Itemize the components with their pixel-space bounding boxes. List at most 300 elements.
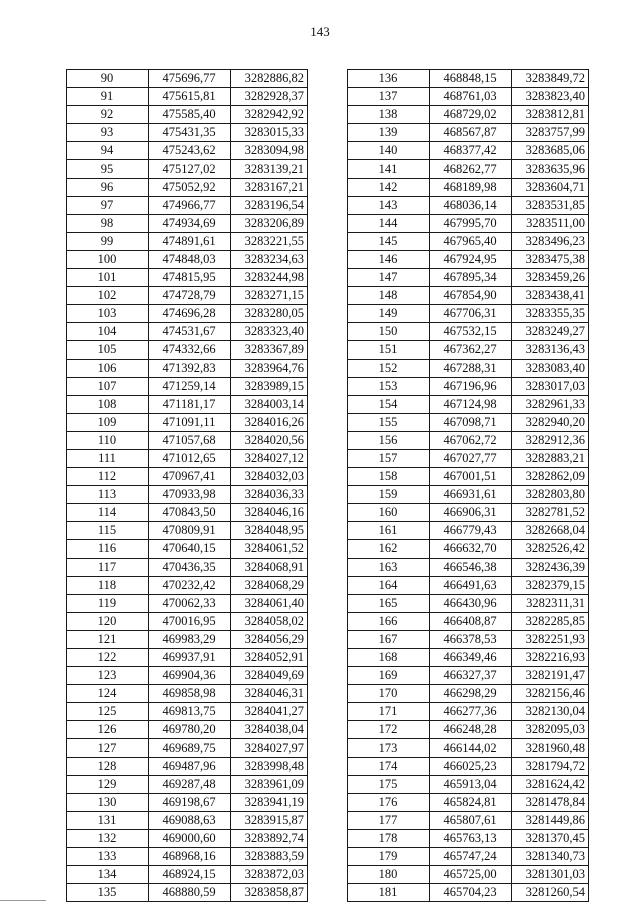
table-row	[67, 142, 308, 160]
table-row	[67, 486, 308, 504]
y-coordinate-cell: 3282191,47	[512, 667, 589, 685]
y-coordinate-cell: 3282526,42	[512, 540, 589, 558]
y-coordinate-cell: 3283964,76	[231, 359, 308, 377]
y-coordinate-cell: 3283989,15	[231, 377, 308, 395]
table-row	[348, 178, 589, 196]
y-coordinate-cell: 3283196,54	[231, 196, 308, 214]
y-coordinate-cell: 3282862,09	[512, 468, 589, 486]
y-coordinate-cell: 3283167,21	[231, 178, 308, 196]
point-number-cell: 154	[348, 395, 430, 413]
x-coordinate-cell: 469858,98	[149, 685, 231, 703]
y-coordinate-cell: 3284020,56	[231, 431, 308, 449]
x-coordinate-cell: 471181,17	[149, 395, 231, 413]
table-row	[348, 196, 589, 214]
point-number-cell: 133	[67, 848, 149, 866]
table-row	[348, 504, 589, 522]
table-row	[67, 359, 308, 377]
y-coordinate-cell: 3284061,40	[231, 594, 308, 612]
y-coordinate-cell: 3283139,21	[231, 160, 308, 178]
point-number-cell: 104	[67, 323, 149, 341]
point-number-cell: 169	[348, 667, 430, 685]
point-number-cell: 108	[67, 395, 149, 413]
table-row	[67, 649, 308, 667]
point-number-cell: 113	[67, 486, 149, 504]
x-coordinate-cell: 466906,31	[430, 504, 512, 522]
y-coordinate-cell: 3283604,71	[512, 178, 589, 196]
table-row	[348, 558, 589, 576]
y-coordinate-cell: 3282436,39	[512, 558, 589, 576]
y-coordinate-cell: 3282156,46	[512, 685, 589, 703]
y-coordinate-cell: 3283438,41	[512, 287, 589, 305]
x-coordinate-cell: 469000,60	[149, 829, 231, 847]
table-row	[348, 540, 589, 558]
x-coordinate-cell: 469689,75	[149, 739, 231, 757]
y-coordinate-cell: 3283206,89	[231, 214, 308, 232]
table-row	[67, 739, 308, 757]
point-number-cell: 172	[348, 721, 430, 739]
point-number-cell: 171	[348, 703, 430, 721]
table-row	[348, 468, 589, 486]
point-number-cell: 179	[348, 848, 430, 866]
x-coordinate-cell: 465704,23	[430, 884, 512, 902]
y-coordinate-cell: 3284032,03	[231, 468, 308, 486]
table-row	[67, 540, 308, 558]
y-coordinate-cell: 3283459,26	[512, 269, 589, 287]
point-number-cell: 180	[348, 866, 430, 884]
table-row	[348, 377, 589, 395]
x-coordinate-cell: 466632,70	[430, 540, 512, 558]
y-coordinate-cell: 3283915,87	[231, 811, 308, 829]
table-row	[348, 359, 589, 377]
table-row	[67, 341, 308, 359]
table-row	[348, 269, 589, 287]
coordinates-table-right	[347, 69, 589, 902]
x-coordinate-cell: 468968,16	[149, 848, 231, 866]
y-coordinate-cell: 3283017,03	[512, 377, 589, 395]
y-coordinate-cell: 3283823,40	[512, 88, 589, 106]
x-coordinate-cell: 466378,53	[430, 630, 512, 648]
point-number-cell: 160	[348, 504, 430, 522]
x-coordinate-cell: 469937,91	[149, 649, 231, 667]
point-number-cell: 91	[67, 88, 149, 106]
y-coordinate-cell: 3283941,19	[231, 793, 308, 811]
point-number-cell: 134	[67, 866, 149, 884]
x-coordinate-cell: 468262,77	[430, 160, 512, 178]
point-number-cell: 157	[348, 449, 430, 467]
table-row	[348, 884, 589, 902]
x-coordinate-cell: 474531,67	[149, 323, 231, 341]
x-coordinate-cell: 468880,59	[149, 884, 231, 902]
table-row	[67, 431, 308, 449]
table-row	[348, 793, 589, 811]
x-coordinate-cell: 467965,40	[430, 232, 512, 250]
table-row	[348, 811, 589, 829]
y-coordinate-cell: 3283136,43	[512, 341, 589, 359]
x-coordinate-cell: 469780,20	[149, 721, 231, 739]
table-row	[348, 88, 589, 106]
x-coordinate-cell: 475243,62	[149, 142, 231, 160]
x-coordinate-cell: 466430,96	[430, 594, 512, 612]
table-row	[67, 594, 308, 612]
y-coordinate-cell: 3282095,03	[512, 721, 589, 739]
x-coordinate-cell: 470809,91	[149, 522, 231, 540]
point-number-cell: 137	[348, 88, 430, 106]
x-coordinate-cell: 467288,31	[430, 359, 512, 377]
point-number-cell: 120	[67, 612, 149, 630]
table-row	[67, 721, 308, 739]
table-row	[348, 106, 589, 124]
point-number-cell: 159	[348, 486, 430, 504]
y-coordinate-cell: 3283812,81	[512, 106, 589, 124]
y-coordinate-cell: 3281370,45	[512, 829, 589, 847]
y-coordinate-cell: 3282912,36	[512, 431, 589, 449]
point-number-cell: 101	[67, 269, 149, 287]
x-coordinate-cell: 466931,61	[430, 486, 512, 504]
table-row	[348, 486, 589, 504]
x-coordinate-cell: 467124,98	[430, 395, 512, 413]
point-number-cell: 161	[348, 522, 430, 540]
table-row	[348, 703, 589, 721]
point-number-cell: 175	[348, 775, 430, 793]
table-row	[348, 612, 589, 630]
table-row	[67, 757, 308, 775]
y-coordinate-cell: 3281478,84	[512, 793, 589, 811]
y-coordinate-cell: 3283323,40	[231, 323, 308, 341]
table-row	[348, 576, 589, 594]
x-coordinate-cell: 466491,63	[430, 576, 512, 594]
x-coordinate-cell: 474848,03	[149, 250, 231, 268]
y-coordinate-cell: 3281960,48	[512, 739, 589, 757]
table-row	[348, 649, 589, 667]
x-coordinate-cell: 474891,61	[149, 232, 231, 250]
table-row	[67, 160, 308, 178]
x-coordinate-cell: 470843,50	[149, 504, 231, 522]
y-coordinate-cell: 3282928,37	[231, 88, 308, 106]
y-coordinate-cell: 3281340,73	[512, 848, 589, 866]
point-number-cell: 115	[67, 522, 149, 540]
y-coordinate-cell: 3284048,95	[231, 522, 308, 540]
y-coordinate-cell: 3282803,80	[512, 486, 589, 504]
point-number-cell: 170	[348, 685, 430, 703]
table-row	[348, 413, 589, 431]
x-coordinate-cell: 470967,41	[149, 468, 231, 486]
point-number-cell: 167	[348, 630, 430, 648]
table-row	[67, 250, 308, 268]
table-row	[67, 232, 308, 250]
y-coordinate-cell: 3283475,38	[512, 250, 589, 268]
x-coordinate-cell: 466025,23	[430, 757, 512, 775]
x-coordinate-cell: 466546,38	[430, 558, 512, 576]
table-row	[67, 793, 308, 811]
point-number-cell: 151	[348, 341, 430, 359]
point-number-cell: 118	[67, 576, 149, 594]
point-number-cell: 139	[348, 124, 430, 142]
point-number-cell: 90	[67, 70, 149, 88]
y-coordinate-cell: 3284038,04	[231, 721, 308, 739]
point-number-cell: 98	[67, 214, 149, 232]
table-row	[67, 630, 308, 648]
x-coordinate-cell: 467895,34	[430, 269, 512, 287]
page-number: 143	[310, 24, 330, 39]
point-number-cell: 103	[67, 305, 149, 323]
point-number-cell: 164	[348, 576, 430, 594]
y-coordinate-cell: 3284061,52	[231, 540, 308, 558]
y-coordinate-cell: 3283892,74	[231, 829, 308, 847]
table-row	[67, 124, 308, 142]
y-coordinate-cell: 3284046,16	[231, 504, 308, 522]
point-number-cell: 94	[67, 142, 149, 160]
point-number-cell: 105	[67, 341, 149, 359]
point-number-cell: 155	[348, 413, 430, 431]
point-number-cell: 128	[67, 757, 149, 775]
point-number-cell: 165	[348, 594, 430, 612]
x-coordinate-cell: 474332,66	[149, 341, 231, 359]
point-number-cell: 95	[67, 160, 149, 178]
y-coordinate-cell: 3282379,15	[512, 576, 589, 594]
table-row	[348, 449, 589, 467]
x-coordinate-cell: 466277,36	[430, 703, 512, 721]
x-coordinate-cell: 467027,77	[430, 449, 512, 467]
y-coordinate-cell: 3283883,59	[231, 848, 308, 866]
y-coordinate-cell: 3282311,31	[512, 594, 589, 612]
point-number-cell: 93	[67, 124, 149, 142]
x-coordinate-cell: 471057,68	[149, 431, 231, 449]
y-coordinate-cell: 3283234,63	[231, 250, 308, 268]
point-number-cell: 143	[348, 196, 430, 214]
x-coordinate-cell: 474966,77	[149, 196, 231, 214]
y-coordinate-cell: 3282961,33	[512, 395, 589, 413]
y-coordinate-cell: 3282883,21	[512, 449, 589, 467]
point-number-cell: 150	[348, 323, 430, 341]
y-coordinate-cell: 3284027,97	[231, 739, 308, 757]
point-number-cell: 114	[67, 504, 149, 522]
table-row	[67, 667, 308, 685]
y-coordinate-cell: 3283355,35	[512, 305, 589, 323]
point-number-cell: 96	[67, 178, 149, 196]
x-coordinate-cell: 466144,02	[430, 739, 512, 757]
point-number-cell: 130	[67, 793, 149, 811]
table-row	[67, 70, 308, 88]
point-number-cell: 174	[348, 757, 430, 775]
table-row	[67, 504, 308, 522]
x-coordinate-cell: 470016,95	[149, 612, 231, 630]
y-coordinate-cell: 3284068,29	[231, 576, 308, 594]
x-coordinate-cell: 468189,98	[430, 178, 512, 196]
point-number-cell: 153	[348, 377, 430, 395]
y-coordinate-cell: 3282668,04	[512, 522, 589, 540]
table-row	[348, 70, 589, 88]
point-number-cell: 146	[348, 250, 430, 268]
x-coordinate-cell: 470232,42	[149, 576, 231, 594]
table-row	[67, 449, 308, 467]
x-coordinate-cell: 468567,87	[430, 124, 512, 142]
point-number-cell: 127	[67, 739, 149, 757]
point-number-cell: 111	[67, 449, 149, 467]
table-row	[67, 196, 308, 214]
y-coordinate-cell: 3283280,05	[231, 305, 308, 323]
x-coordinate-cell: 465763,13	[430, 829, 512, 847]
y-coordinate-cell: 3283249,27	[512, 323, 589, 341]
table-row	[348, 124, 589, 142]
y-coordinate-cell: 3282886,82	[231, 70, 308, 88]
y-coordinate-cell: 3283872,03	[231, 866, 308, 884]
x-coordinate-cell: 471392,83	[149, 359, 231, 377]
y-coordinate-cell: 3283015,33	[231, 124, 308, 142]
y-coordinate-cell: 3284049,69	[231, 667, 308, 685]
y-coordinate-cell: 3283083,40	[512, 359, 589, 377]
x-coordinate-cell: 475585,40	[149, 106, 231, 124]
y-coordinate-cell: 3284052,91	[231, 649, 308, 667]
x-coordinate-cell: 469088,63	[149, 811, 231, 829]
point-number-cell: 166	[348, 612, 430, 630]
point-number-cell: 110	[67, 431, 149, 449]
table-row	[67, 884, 308, 902]
x-coordinate-cell: 474696,28	[149, 305, 231, 323]
y-coordinate-cell: 3282130,04	[512, 703, 589, 721]
x-coordinate-cell: 468036,14	[430, 196, 512, 214]
table-row	[67, 685, 308, 703]
point-number-cell: 124	[67, 685, 149, 703]
table-row	[67, 775, 308, 793]
y-coordinate-cell: 3284058,02	[231, 612, 308, 630]
point-number-cell: 178	[348, 829, 430, 847]
table-row	[348, 431, 589, 449]
x-coordinate-cell: 467924,95	[430, 250, 512, 268]
y-coordinate-cell: 3282942,92	[231, 106, 308, 124]
table-row	[67, 468, 308, 486]
y-coordinate-cell: 3283496,23	[512, 232, 589, 250]
x-coordinate-cell: 475052,92	[149, 178, 231, 196]
table-row	[67, 866, 308, 884]
x-coordinate-cell: 468924,15	[149, 866, 231, 884]
x-coordinate-cell: 469287,48	[149, 775, 231, 793]
point-number-cell: 135	[67, 884, 149, 902]
table-row	[67, 377, 308, 395]
y-coordinate-cell: 3284003,14	[231, 395, 308, 413]
y-coordinate-cell: 3283221,55	[231, 232, 308, 250]
x-coordinate-cell: 469983,29	[149, 630, 231, 648]
x-coordinate-cell: 468377,42	[430, 142, 512, 160]
table-row	[348, 232, 589, 250]
x-coordinate-cell: 465747,24	[430, 848, 512, 866]
point-number-cell: 144	[348, 214, 430, 232]
y-coordinate-cell: 3283635,96	[512, 160, 589, 178]
table-row	[67, 558, 308, 576]
y-coordinate-cell: 3283757,99	[512, 124, 589, 142]
y-coordinate-cell: 3283998,48	[231, 757, 308, 775]
x-coordinate-cell: 466349,46	[430, 649, 512, 667]
point-number-cell: 119	[67, 594, 149, 612]
table-row	[348, 305, 589, 323]
table-row	[67, 413, 308, 431]
point-number-cell: 100	[67, 250, 149, 268]
point-number-cell: 92	[67, 106, 149, 124]
x-coordinate-cell: 467362,27	[430, 341, 512, 359]
table-row	[348, 160, 589, 178]
x-coordinate-cell: 465913,04	[430, 775, 512, 793]
x-coordinate-cell: 475615,81	[149, 88, 231, 106]
x-coordinate-cell: 465725,00	[430, 866, 512, 884]
point-number-cell: 145	[348, 232, 430, 250]
x-coordinate-cell: 467995,70	[430, 214, 512, 232]
table-row	[348, 395, 589, 413]
point-number-cell: 97	[67, 196, 149, 214]
point-number-cell: 162	[348, 540, 430, 558]
point-number-cell: 140	[348, 142, 430, 160]
point-number-cell: 168	[348, 649, 430, 667]
table-row	[348, 323, 589, 341]
y-coordinate-cell: 3281449,86	[512, 811, 589, 829]
y-coordinate-cell: 3282781,52	[512, 504, 589, 522]
x-coordinate-cell: 465807,61	[430, 811, 512, 829]
x-coordinate-cell: 469904,36	[149, 667, 231, 685]
table-row	[348, 287, 589, 305]
table-row	[348, 594, 589, 612]
x-coordinate-cell: 466248,28	[430, 721, 512, 739]
point-number-cell: 132	[67, 829, 149, 847]
point-number-cell: 99	[67, 232, 149, 250]
table-row	[348, 757, 589, 775]
x-coordinate-cell: 467706,31	[430, 305, 512, 323]
y-coordinate-cell: 3283849,72	[512, 70, 589, 88]
point-number-cell: 163	[348, 558, 430, 576]
x-coordinate-cell: 469487,96	[149, 757, 231, 775]
y-coordinate-cell: 3283685,06	[512, 142, 589, 160]
table-row	[67, 305, 308, 323]
footer-rule	[0, 900, 46, 901]
x-coordinate-cell: 470436,35	[149, 558, 231, 576]
y-coordinate-cell: 3282216,93	[512, 649, 589, 667]
y-coordinate-cell: 3283961,09	[231, 775, 308, 793]
table-row	[348, 775, 589, 793]
x-coordinate-cell: 470062,33	[149, 594, 231, 612]
point-number-cell: 125	[67, 703, 149, 721]
point-number-cell: 112	[67, 468, 149, 486]
y-coordinate-cell: 3283367,89	[231, 341, 308, 359]
x-coordinate-cell: 467854,90	[430, 287, 512, 305]
point-number-cell: 109	[67, 413, 149, 431]
coordinates-table-left	[66, 69, 308, 902]
table-row	[67, 269, 308, 287]
table-row	[67, 395, 308, 413]
x-coordinate-cell: 474728,79	[149, 287, 231, 305]
y-coordinate-cell: 3284046,31	[231, 685, 308, 703]
x-coordinate-cell: 471259,14	[149, 377, 231, 395]
x-coordinate-cell: 467098,71	[430, 413, 512, 431]
y-coordinate-cell: 3283094,98	[231, 142, 308, 160]
point-number-cell: 126	[67, 721, 149, 739]
x-coordinate-cell: 475127,02	[149, 160, 231, 178]
x-coordinate-cell: 468761,03	[430, 88, 512, 106]
table-row	[67, 106, 308, 124]
point-number-cell: 158	[348, 468, 430, 486]
y-coordinate-cell: 3283511,00	[512, 214, 589, 232]
x-coordinate-cell: 474815,95	[149, 269, 231, 287]
x-coordinate-cell: 470933,98	[149, 486, 231, 504]
x-coordinate-cell: 467062,72	[430, 431, 512, 449]
point-number-cell: 131	[67, 811, 149, 829]
point-number-cell: 176	[348, 793, 430, 811]
y-coordinate-cell: 3282251,93	[512, 630, 589, 648]
y-coordinate-cell: 3281624,42	[512, 775, 589, 793]
point-number-cell: 173	[348, 739, 430, 757]
y-coordinate-cell: 3284056,29	[231, 630, 308, 648]
x-coordinate-cell: 466779,43	[430, 522, 512, 540]
y-coordinate-cell: 3284068,91	[231, 558, 308, 576]
point-number-cell: 156	[348, 431, 430, 449]
table-row	[348, 142, 589, 160]
y-coordinate-cell: 3282285,85	[512, 612, 589, 630]
